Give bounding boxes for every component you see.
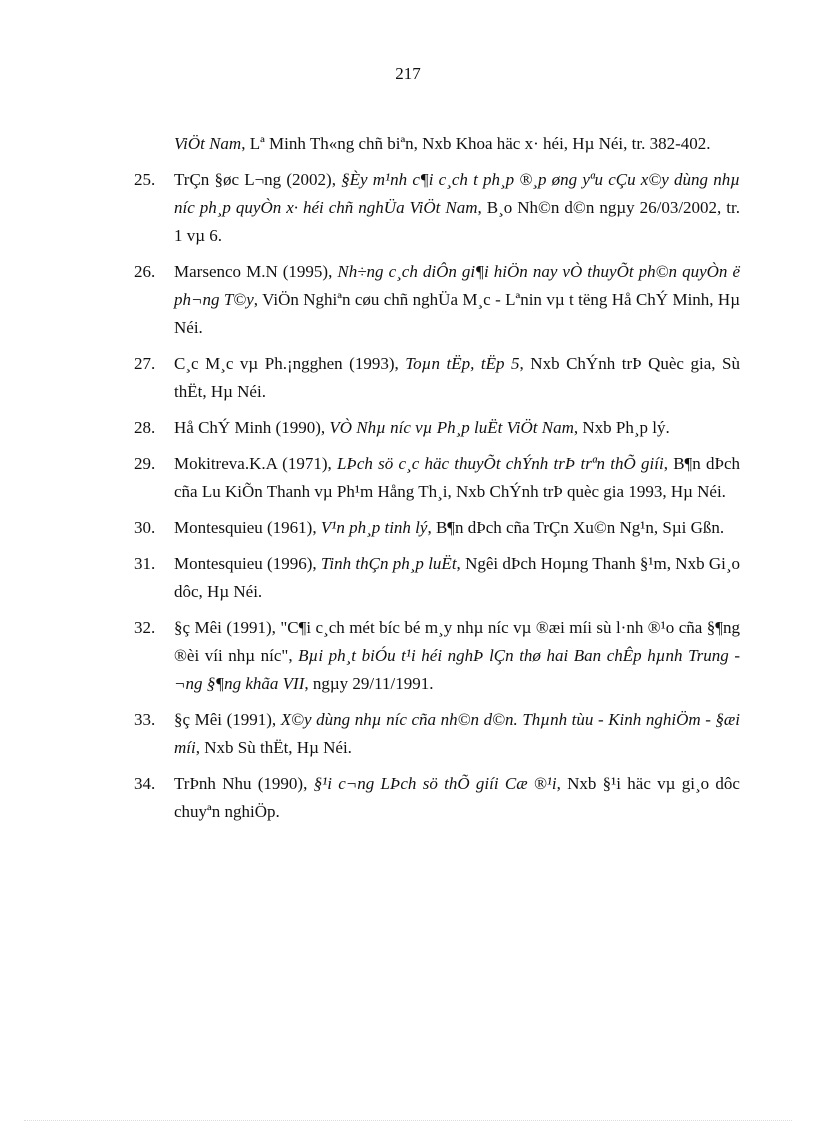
- entry-author: §ç Mêi (1991),: [174, 710, 281, 729]
- entry-details: , Nxb Sù thËt, Hµ Néi.: [195, 738, 352, 757]
- entry-details: , ViÖn Nghiªn cøu chñ nghÜa M¸c - Lªnin vµ t tëng Hå ChÝ Minh, Hµ Néi.: [174, 290, 741, 337]
- entry-number: 32.: [134, 618, 156, 637]
- reference-entry-30: [134, 514, 740, 542]
- entry-number: 27.: [134, 354, 156, 373]
- entry-details: , Lª Minh Th«ng chñ biªn, Nxb Khoa häc x· héi, Hµ Néi, tr. 382-402.: [241, 134, 711, 153]
- entry-title: LÞch sö c¸c häc thuyÕt chÝnh trÞ trªn thÕ giíi: [337, 454, 664, 473]
- reference-entry-28: [134, 414, 740, 442]
- entry-title: V¹n ph¸p tinh lý: [320, 518, 428, 537]
- entry-title: ViÖt Nam: [174, 134, 242, 153]
- entry-title: Nh÷ng c¸ch diÔn gi¶i hiÖn nay vÒ thuyÕt ph©n quyÒn ë ph¬ng T©y: [174, 262, 740, 309]
- entry-number: 26.: [134, 262, 156, 281]
- reference-entry-27: [134, 350, 740, 406]
- entry-author: TrÇn §øc L¬ng (2002),: [174, 170, 342, 189]
- entry-details: , Nxb ChÝnh trÞ Quèc gia, Sù thËt, Hµ Néi.: [174, 354, 740, 401]
- entry-author: Montesquieu (1961),: [174, 518, 321, 537]
- entry-author: Marsenco M.N (1995),: [174, 262, 338, 281]
- entry-title: X©y dùng nhµ níc cña nh©n d©n. Thµnh tùu - Kinh nghiÖm - §æi míi: [174, 710, 740, 757]
- entry-details: , Nxb Ph¸p lý.: [573, 418, 670, 437]
- page-bottom-divider: [24, 1120, 792, 1121]
- entry-number: 29.: [134, 454, 156, 473]
- entry-author: §ç Mêi (1991), "C¶i c¸ch mét bíc bé m¸y nhµ níc vµ ®æi míi sù l·nh ®¹o cña §¶ng ®èi víi nhµ níc",: [174, 618, 740, 665]
- reference-entry-25: [134, 166, 740, 250]
- entry-title: VÒ Nhµ níc vµ Ph¸p luËt ViÖt Nam: [329, 418, 574, 437]
- entry-title: Bµi ph¸t biÓu t¹i héi nghÞ lÇn thø hai Ban chÊp hµnh Trung ¬ng §¶ng khãa VII: [174, 646, 740, 693]
- reference-entry-32: [134, 614, 740, 698]
- entry-author: C¸c M¸c vµ Ph.¡ngghen (1993),: [174, 354, 406, 373]
- reference-entry-33: [134, 706, 740, 762]
- entry-number: 31.: [134, 554, 156, 573]
- entry-details: , B¸o Nh©n d©n ngµy 26/03/2002, tr. 1 vµ 6.: [174, 198, 740, 245]
- entry-author: Hå ChÝ Minh (1990),: [174, 418, 330, 437]
- reference-list: [134, 130, 740, 834]
- reference-entry-26: [134, 258, 740, 342]
- entry-author: Montesquieu (1996),: [174, 554, 321, 573]
- entry-details: , Ngêi dÞch Hoµng Thanh §¹m, Nxb Gi¸o dôc, Hµ Néi.: [174, 554, 741, 601]
- entry-details: , B¶n dÞch cña Lu KiÕn Thanh vµ Ph¹m Hång Th¸i, Nxb ChÝnh trÞ quèc gia 1993, Hµ Néi.: [174, 454, 740, 501]
- reference-entry-29: [134, 450, 740, 506]
- page-number: 217: [395, 64, 421, 83]
- entry-number: 34.: [134, 774, 156, 793]
- entry-title: Tinh thÇn ph¸p luËt: [320, 554, 457, 573]
- entry-details: , Nxb §¹i häc vµ gi¸o dôc chuyªn nghiÖp.: [174, 774, 740, 821]
- entry-details: , ngµy 29/11/1991.: [304, 674, 434, 693]
- entry-number: 28.: [134, 418, 156, 437]
- entry-title: §Èy m¹nh c¶i c¸ch t ph¸p ®¸p øng yªu cÇu x©y dùng nhµ níc ph¸p quyÒn x· héi chñ nghÜa ViÖt Nam: [174, 170, 740, 217]
- entry-details: , B¶n dÞch cña TrÇn Xu©n Ng¹n, Sµi Gßn.: [427, 518, 725, 537]
- entry-author: TrÞnh Nhu (1990),: [174, 774, 314, 793]
- reference-entry-continued: [134, 130, 740, 158]
- entry-title: §¹i c¬ng LÞch sö thÕ giíi Cæ ®¹i: [313, 774, 557, 793]
- entry-author: Mokitreva.K.A (1971),: [174, 454, 337, 473]
- entry-number: 30.: [134, 518, 156, 537]
- entry-number: 33.: [134, 710, 156, 729]
- reference-entry-31: [134, 550, 740, 606]
- entry-title: Toµn tËp, tËp 5: [405, 354, 520, 373]
- reference-entry-34: [134, 770, 740, 826]
- entry-number: 25.: [134, 170, 156, 189]
